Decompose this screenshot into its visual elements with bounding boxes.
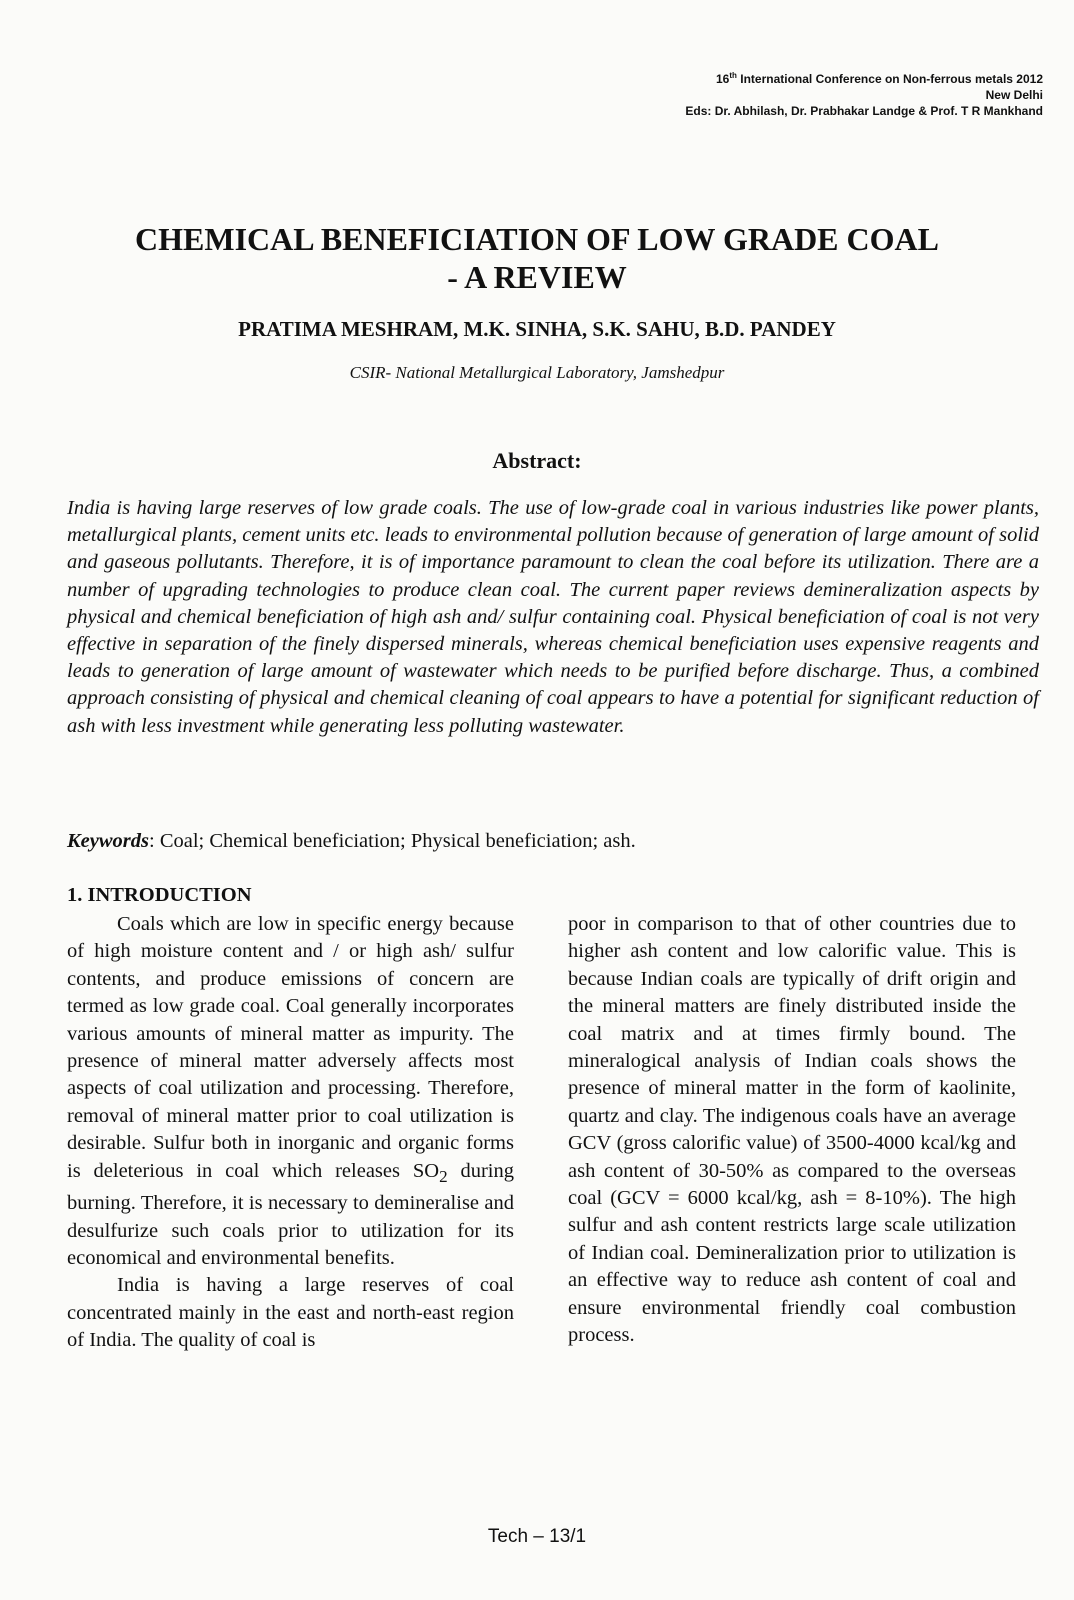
author-list: PRATIMA MESHRAM, M.K. SINHA, S.K. SAHU, B.D. PANDEY	[238, 317, 836, 341]
conference-editors: Eds: Dr. Abhilash, Dr. Prabhakar Landge & Prof. T R Mankhand	[685, 104, 1043, 118]
paper-title	[0, 220, 1074, 296]
conference-name: International Conference on Non-ferrous metals 2012	[736, 72, 1043, 86]
abstract-text: India is having large reserves of low grade coals. The use of low-grade coal in various industries like power plants, metallurgical plants, cement units etc. leads to environmental pollution because of generation of large amount of solid and gaseous pollutants. Therefore, it is of importance paramount to clean the coal before its utilization. There are a number of upgrading technologies to produce clean coal. The current paper reviews demineralization aspects by physical and chemical beneficiation of high ash and/ sulfur containing coal. Physical beneficiation of coal is not very effective in separation of the finely dispersed minerals, whereas chemical beneficiation uses expensive reagents and leads to generation of large amount of wastewater which needs to be purified before discharge. Thus, a combined approach consisting of physical and chemical cleaning of coal appears to have a potential for significant reduction of ash with less investment while generating less polluting wastewater.	[67, 497, 1039, 737]
conference-number: 16	[716, 72, 730, 86]
page-footer: Tech – 13/1	[487, 1526, 587, 1547]
left-column	[67, 911, 514, 1355]
keywords-text: : Coal; Chemical beneficiation; Physical beneficiation; ash.	[149, 830, 636, 852]
intro-p1-text: Coals which are low in specific energy because of high moisture content and / or high ash/ sulfur contents, and produce emissions of concern are termed as low grade coal. Coal generally incorporates various amounts of mineral matter as impurity. The presence of mineral matter adversely affects most aspects of coal utilization and processing. Therefore, removal of mineral matter prior to coal utilization is desirable. Sulfur both in inorganic and organic forms is deleterious in coal which releases SO	[67, 913, 514, 1182]
intro-paragraph-2: India is having a large reserves of coal concentrated mainly in the east and north-east region of India. The quality of coal is	[67, 1274, 514, 1352]
conference-header	[685, 68, 1043, 119]
title-line-1: CHEMICAL BENEFICIATION OF LOW GRADE COAL	[135, 221, 939, 257]
title-line-2: - A REVIEW	[447, 259, 627, 295]
abstract-heading: Abstract:	[492, 448, 582, 473]
conference-location: New Delhi	[985, 88, 1043, 102]
intro-paragraph-3: poor in comparison to that of other countries due to higher ash content and low calorific value. This is because Indian coals are typically of drift origin and the mineral matters are finely distributed inside the coal matrix and at times firmly bound. The mineralogical analysis of Indian coals shows the presence of mineral matter in the form of kaolinite, quartz and clay. The indigenous coals have an average GCV (gross calorific value) of 3500-4000 kcal/kg and ash content of 30-50% as compared to the overseas coal (GCV = 6000 kcal/kg, ash = 8-10%). The high sulfur and ash content restricts large scale utilization of Indian coal. Demineralization prior to utilization is an effective way to reduce ash content of coal and ensure environmental friendly coal combustion process.	[568, 913, 1016, 1347]
keywords-label: Keywords	[67, 830, 149, 852]
affiliation: CSIR- National Metallurgical Laboratory, Jamshedpur	[349, 363, 725, 382]
keywords	[67, 828, 1039, 855]
conference-ordinal: th	[729, 71, 737, 80]
intro-p1-text-cont: during burning. Therefore, it is necessary to demineralise and desulfurize such coals prior to utilization for its economical and environmental benefits.	[67, 1159, 514, 1269]
so2-subscript: 2	[439, 1166, 448, 1186]
intro-paragraph-1	[67, 911, 514, 1272]
right-column	[568, 911, 1016, 1350]
conference-line	[685, 68, 1043, 87]
section-heading: 1. INTRODUCTION	[67, 884, 252, 906]
